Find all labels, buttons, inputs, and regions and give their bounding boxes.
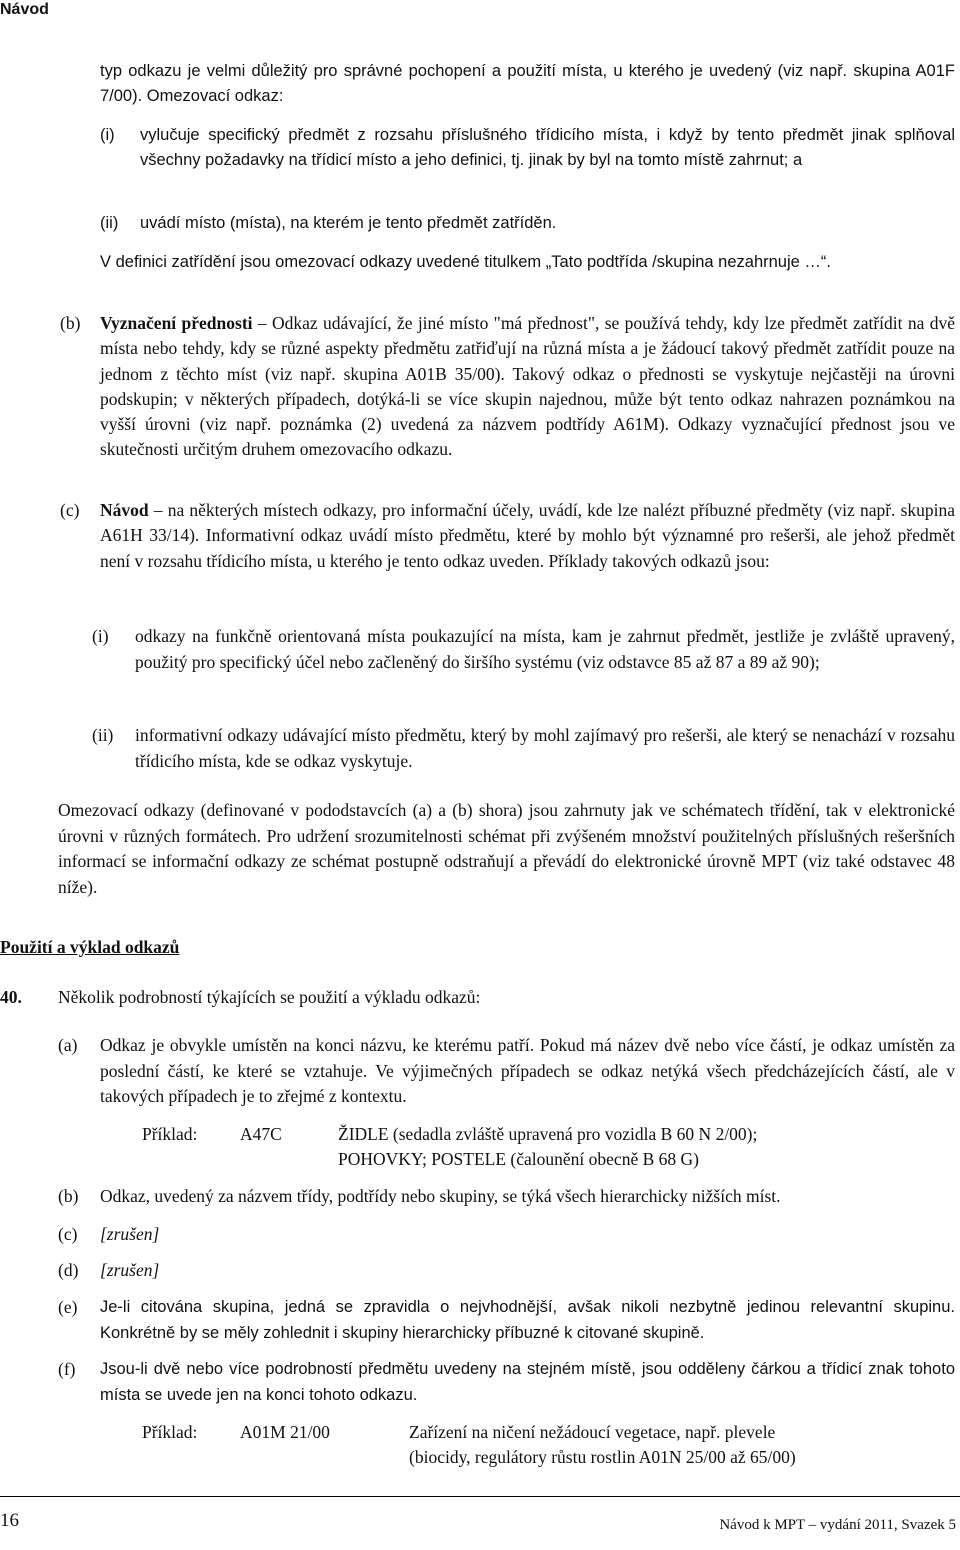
paragraph-number: 40. xyxy=(0,987,22,1007)
example-code: A01M 21/00 xyxy=(240,1422,330,1442)
list-item-text: Odkaz, uvedený za názvem třídy, podtřídy nebo skupiny, se týká všech hierarchicky nižších míst. xyxy=(100,1186,781,1206)
example-2 xyxy=(0,1420,960,1472)
list-item-d xyxy=(58,1258,955,1283)
section-c-item-text: odkazy na funkčně orientovaná místa poukazující na místa, kam je zahrnut předmět, jestliže je zvláště upravený, použitý pro specifický účel nebo začleněný do širšího systému (viz odstavce 85 až 87 a 89 až 90); xyxy=(135,626,955,672)
intro-paragraph-2: V definici zatřídění jsou omezovací odkazy uvedené titulkem „Tato podtřída /skupina nezahrnuje …“. xyxy=(100,253,831,271)
example-label: Příklad: xyxy=(142,1124,198,1144)
paragraph-40-text: Několik podrobností týkajících se použití a výkladu odkazů: xyxy=(58,987,481,1007)
list-item-label: (a) xyxy=(58,1035,78,1055)
intro-item-ii xyxy=(100,211,955,236)
list-item-b xyxy=(58,1184,955,1209)
list-item-a xyxy=(58,1033,955,1110)
intro-item-text: uvádí místo (místa), na kterém je tento předmět zatříděn. xyxy=(140,214,557,232)
list-item-label: (b) xyxy=(58,1186,79,1206)
section-c-label: (c) xyxy=(60,500,80,520)
list-item-text: Je-li citována skupina, jedná se zpravidla o nejvhodnější, avšak nikoli nezbytně jedinou relevantní skupinu. Konkrétně by se měly zohlednit i skupiny hierarchicky příbuzné k citované skupině. xyxy=(100,1298,955,1342)
section-c-item-i xyxy=(92,624,955,675)
footer-page-number: 16 xyxy=(0,1510,19,1531)
page-header-title: Návod xyxy=(0,1,49,18)
intro-item-label: (i) xyxy=(100,126,115,144)
section-c-title: Návod xyxy=(100,500,149,520)
example-label: Příklad: xyxy=(142,1422,198,1442)
section-b-text: Odkaz udávající, že jiné místo "má přednost", se používá tehdy, kdy lze předmět zatřídit na dvě místa nebo tehdy, kdy se různé aspekty předmětu zatřiďují na různá místa a je žádoucí takový předmět zatřídit pouze na jednom z těchto míst (viz např. skupina A01B 35/00). Takový odkaz o přednosti se vyskytuje nejčastěji na úrovni podskupin; v některých případech, dotýká-li se více skupin najednou, může být tento odkaz nahrazen poznámkou na vyšší úrovni (viz např. poznámka (2) uvedená za názvem podtřídy A61M). Odkazy vyznačující přednost jsou ve skutečnosti určitým druhem omezovacího odkazu. xyxy=(100,313,956,460)
list-item-e xyxy=(58,1295,955,1346)
section-b-label: (b) xyxy=(60,313,81,333)
list-item-text: [zrušen] xyxy=(100,1260,160,1280)
section-c xyxy=(60,498,955,574)
section-c-text: na některých místech odkazy, pro informační účely, uvádí, kde lze nalézt příbuzné předměty (viz např. skupina A61H 33/14). Informativní odkaz uvádí místo předmětu, které by mohlo být významné pro rešerši, ale jehož předmět není v rozsahu třídicího místa, u kterého je tento odkaz uveden. Příklady takových odkazů jsou: xyxy=(100,500,956,571)
section-b-dash: – xyxy=(257,313,267,333)
intro-paragraph: typ odkazu je velmi důležitý pro správné pochopení a použití místa, u kterého je uvedený (viz např. skupina A01F 7/00). Omezovací odkaz: xyxy=(100,62,955,105)
footer-document-title: Návod k MPT – vydání 2011, Svazek 5 xyxy=(719,1517,956,1533)
section-c-item-ii xyxy=(92,723,955,774)
intro-item-text: vylučuje specifický předmět z rozsahu příslušného třídicího místa, i když by tento předmět jinak splňoval všechny požadavky na třídicí místo a jeho definici, tj. jinak by byl na tomto místě zahrnut; a xyxy=(140,126,955,169)
example-line-1: ŽIDLE (sedadla zvláště upravená pro vozidla B 60 N 2/00); xyxy=(338,1124,758,1144)
intro-item-label: (ii) xyxy=(100,214,119,232)
section-b-body xyxy=(100,311,955,463)
section-c-dash: – xyxy=(153,500,163,520)
example-line-2: POHOVKY; POSTELE (čalounění obecně B 68 G) xyxy=(338,1149,699,1169)
example-1 xyxy=(0,1122,960,1174)
section-heading: Použití a výklad odkazů xyxy=(0,937,180,957)
list-item-text: [zrušen] xyxy=(100,1224,160,1244)
example-line-2: (biocidy, regulátory růstu rostlin A01N 25/00 až 65/00) xyxy=(409,1447,796,1467)
intro-item-i xyxy=(100,123,955,173)
list-item-text: Odkaz je obvykle umístěn na konci názvu, ke kterému patří. Pokud má název dvě nebo více částí, je odkaz umístěn za poslední částí, ke které se vztahuje. Ve výjimečných případech se odkaz netýká všech předcházejících částí, ale v takových případech je to zřejmé z kontextu. xyxy=(100,1035,955,1106)
list-item-text: Jsou-li dvě nebo více podrobností předmětu uvedeny na stejném místě, jsou odděleny čárkou a třídicí znak tohoto místa se uvede jen na konci tohoto odkazu. xyxy=(100,1360,955,1404)
list-item-f xyxy=(58,1357,955,1408)
example-code: A47C xyxy=(240,1124,282,1144)
section-c-item-label: (i) xyxy=(92,626,109,646)
section-b-title: Vyznačení přednosti xyxy=(100,313,253,333)
section-c-item-label: (ii) xyxy=(92,725,114,745)
list-item-label: (d) xyxy=(58,1260,79,1280)
list-item-label: (e) xyxy=(58,1297,78,1317)
footer-divider xyxy=(0,1496,960,1497)
example-line-1: Zařízení na ničení nežádoucí vegetace, např. plevele xyxy=(409,1422,776,1442)
list-item-label: (f) xyxy=(58,1359,76,1379)
list-item-c xyxy=(58,1222,955,1247)
section-c-item-text: informativní odkazy udávající místo předmětu, který by mohl zajímavý pro rešerši, ale který se nenachází v rozsahu třídicího místa, kde se odkaz vyskytuje. xyxy=(135,725,955,771)
section-c-body xyxy=(100,498,955,574)
section-b xyxy=(60,311,955,463)
list-item-label: (c) xyxy=(58,1224,78,1244)
closing-paragraph: Omezovací odkazy (definované v pododstavcích (a) a (b) shora) jsou zahrnuty jak ve schématech třídění, tak v elektronické úrovni v různých formátech. Pro udržení srozumitelnosti schémat při zvýšeném množství použitelných příslušných rešeršních informací se informační odkazy ze schémat postupně odstraňují a převádí do elektronické úrovně MPT (viz také odstavec 48 níže). xyxy=(58,800,955,897)
